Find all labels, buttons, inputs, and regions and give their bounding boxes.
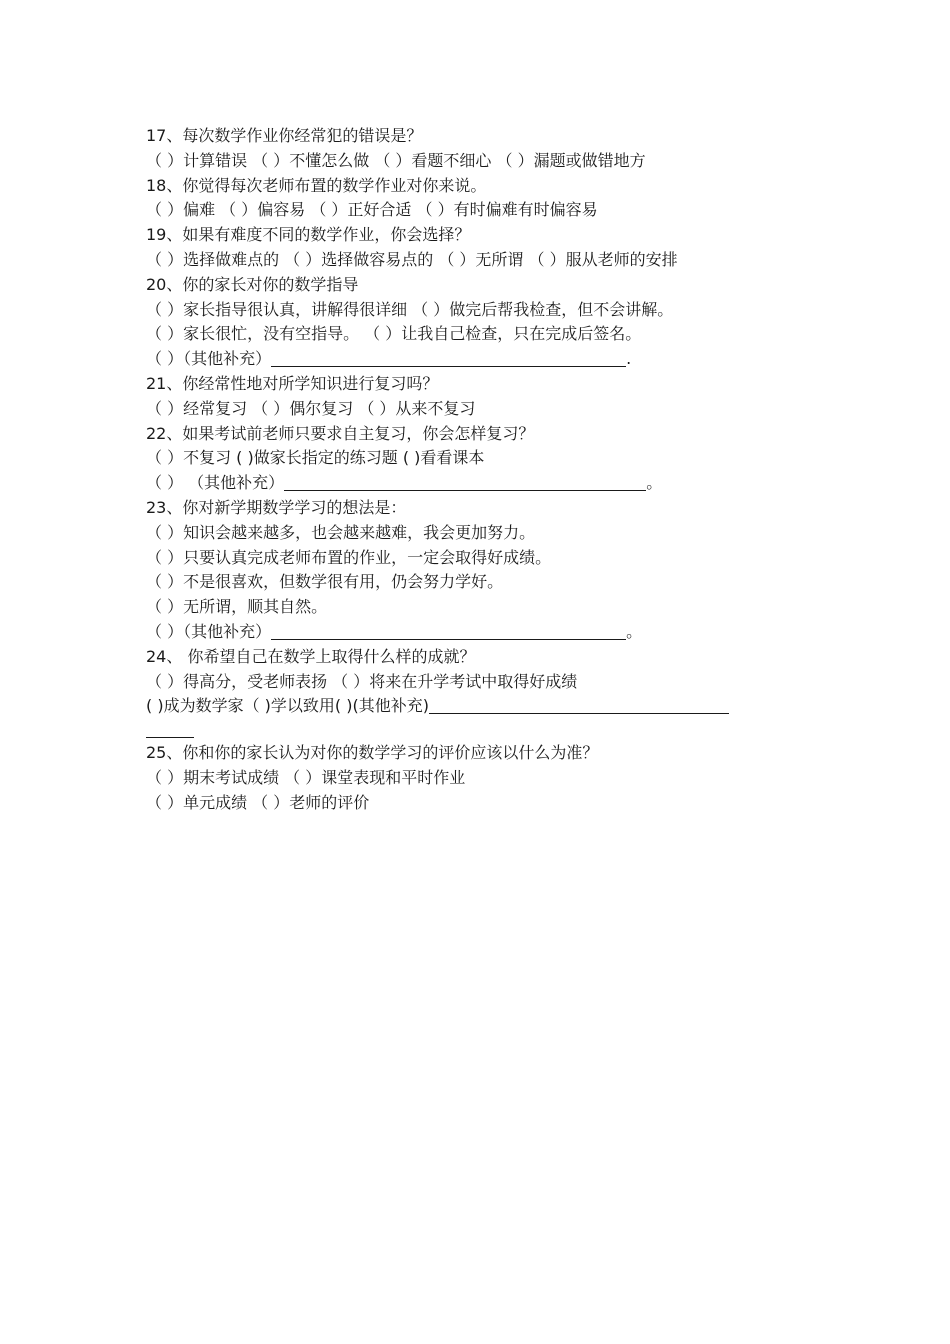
options-17: （ ）计算错误 （ ）不懂怎么做 （ ）看题不细心 （ ）漏题或做错地方 xyxy=(146,150,646,170)
fill-in-blank xyxy=(271,621,626,640)
question-21: 21、你经常性地对所学知识进行复习吗？ xyxy=(146,373,439,393)
other-24-label: ( )成为数学家（ )学以致用( )(其他补充) xyxy=(146,696,429,716)
options-20-a: （ ）家长指导很认真，讲解得很详细 （ ）做完后帮我检查，但不会讲解。 xyxy=(146,299,674,319)
questionnaire xyxy=(146,124,826,816)
other-22-end: 。 xyxy=(646,473,663,493)
question-18: 18、你觉得每次老师布置的数学作业对你来说。 xyxy=(146,175,487,195)
options-25-b: （ ）单元成绩 （ ）老师的评价 xyxy=(146,792,370,812)
other-24-continuation xyxy=(146,719,826,741)
question-25: 25、你和你的家长认为对你的数学学习的评价应该以什么为准？ xyxy=(146,743,599,763)
options-19: （ ）选择做难点的 （ ）选择做容易点的 （ ）无所谓 （ ）服从老师的安排 xyxy=(146,249,678,269)
question-17: 17、每次数学作业你经常犯的错误是？ xyxy=(146,126,423,145)
other-23 xyxy=(146,620,826,645)
other-24 xyxy=(146,694,826,719)
options-20-b: （ ）家长很忙，没有空指导。 （ ）让我自己检查，只在完成后签名。 xyxy=(146,324,642,344)
options-21: （ ）经常复习 （ ）偶尔复习 （ ）从来不复习 xyxy=(146,398,476,418)
other-20-label: （ ）（其他补充） xyxy=(146,349,272,369)
other-20 xyxy=(146,347,826,372)
options-23-c: （ ）不是很喜欢，但数学很有用，仍会努力学好。 xyxy=(146,572,504,592)
other-23-label: （ ）（其他补充） xyxy=(146,621,272,641)
question-20: 20、你的家长对你的数学指导 xyxy=(146,274,359,294)
options-23-b: （ ）只要认真完成老师布置的作业，一定会取得好成绩。 xyxy=(146,547,552,567)
options-22: （ ）不复习 ( )做家长指定的练习题 ( )看看课本 xyxy=(146,448,485,468)
other-23-end: 。 xyxy=(626,621,643,641)
other-20-end: . xyxy=(626,349,632,369)
other-22 xyxy=(146,471,826,496)
question-24: 24、 你希望自己在数学上取得什么样的成就？ xyxy=(146,646,476,666)
fill-in-blank xyxy=(429,695,729,714)
fill-in-blank xyxy=(146,719,194,738)
question-23: 23、你对新学期数学学习的想法是： xyxy=(146,497,407,517)
options-24-a: （ ）得高分，受老师表扬 （ ）将来在升学考试中取得好成绩 xyxy=(146,671,578,691)
fill-in-blank xyxy=(271,348,626,367)
other-22-label: （ ） （其他补充） xyxy=(146,473,285,493)
options-18: （ ）偏难 （ ）偏容易 （ ）正好合适 （ ）有时偏难有时偏容易 xyxy=(146,200,598,220)
options-25-a: （ ）期末考试成绩 （ ）课堂表现和平时作业 xyxy=(146,767,466,787)
options-23-d: （ ）无所谓，顺其自然。 xyxy=(146,597,328,617)
options-23-a: （ ）知识会越来越多，也会越来越难，我会更加努力。 xyxy=(146,522,536,542)
question-22: 22、如果考试前老师只要求自主复习，你会怎样复习？ xyxy=(146,423,535,443)
fill-in-blank xyxy=(284,472,646,491)
question-19: 19、如果有难度不同的数学作业，你会选择？ xyxy=(146,225,471,245)
